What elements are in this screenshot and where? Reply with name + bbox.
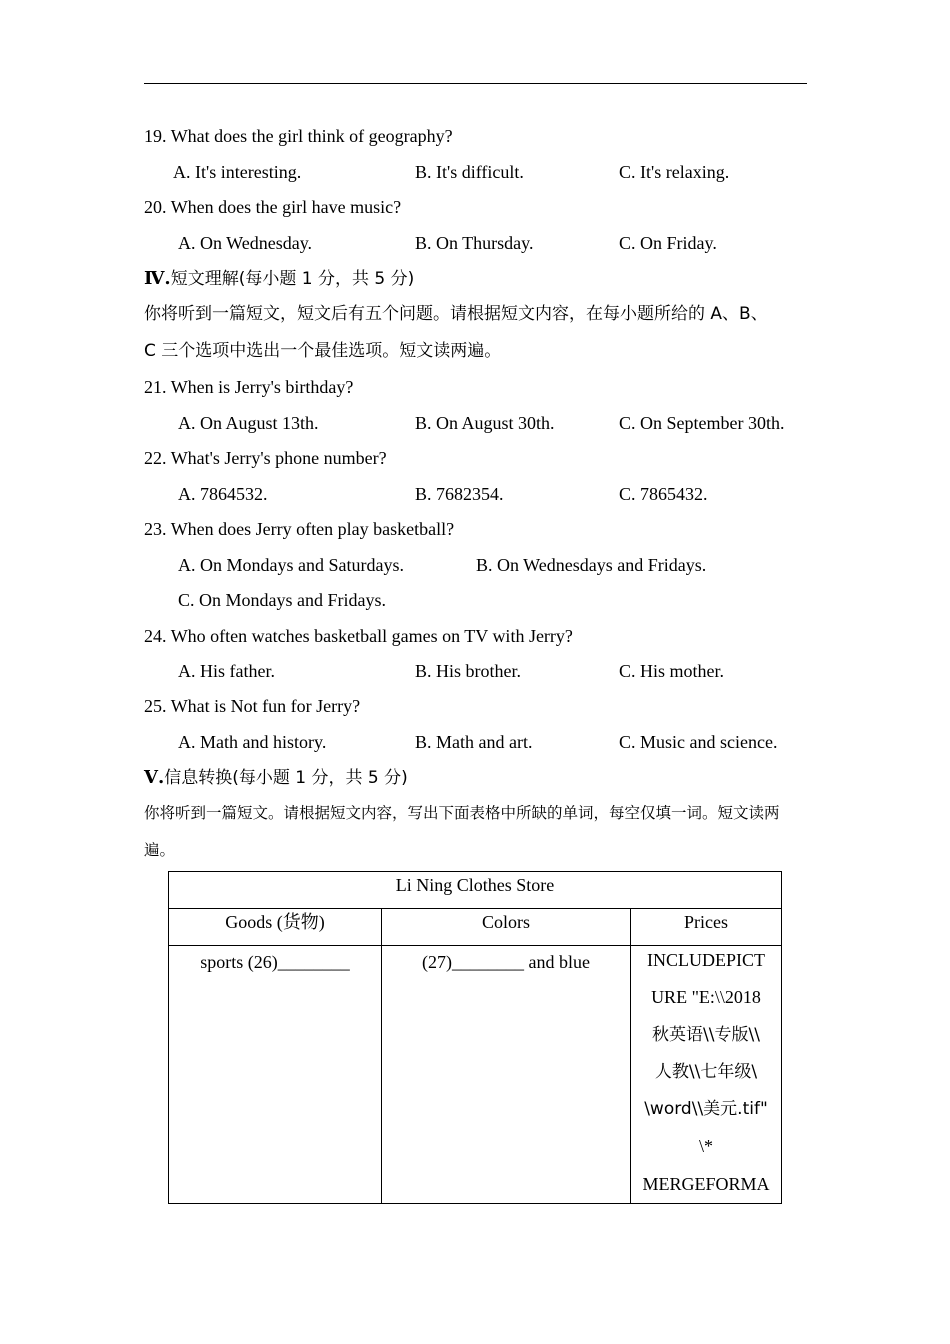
question-22 — [144, 446, 387, 470]
option-c: C. Music and science. — [619, 732, 778, 752]
section-numeral: Ⅴ. — [144, 767, 165, 788]
header-goods: Goods (货物) — [169, 909, 382, 946]
colors-blank-27: (27)________ and blue — [422, 952, 590, 972]
question-25 — [144, 694, 360, 718]
price-line: INCLUDEPICT — [647, 950, 765, 970]
price-line: \word\\美元.tif" — [644, 1099, 768, 1120]
option-c: C. On September 30th. — [619, 413, 785, 433]
question-number: 24. — [144, 626, 167, 646]
option-a: A. On Mondays and Saturdays. — [178, 555, 404, 575]
option-c: C. It's relaxing. — [619, 162, 730, 182]
section-title: 信息转换(每小题 1 分，共 5 分) — [164, 768, 408, 788]
question-text: When is Jerry's birthday? — [170, 377, 354, 397]
question-text: When does Jerry often play basketball? — [170, 519, 455, 539]
price-line: MERGEFORMA — [642, 1173, 770, 1194]
cell-prices — [631, 946, 782, 1204]
section-4-instruction-line-1: 你将听到一篇短文，短文后有五个问题。请根据短文内容，在每小题所给的 A、B、 — [144, 304, 768, 324]
section-5-heading — [144, 765, 408, 790]
cell-goods — [169, 946, 382, 1204]
option-b: B. It's difficult. — [415, 162, 524, 182]
price-line: \* — [698, 1136, 713, 1157]
price-field-code — [631, 942, 781, 1203]
section-numeral: Ⅳ. — [144, 268, 171, 289]
option-a: A. It's interesting. — [173, 162, 302, 182]
clothes-store-table — [168, 871, 782, 1204]
question-24 — [144, 624, 573, 648]
question-23 — [144, 517, 454, 541]
option-c: C. On Friday. — [619, 233, 717, 253]
option-b: B. On Thursday. — [415, 233, 534, 253]
section-title: 短文理解(每小题 1 分，共 5 分) — [170, 269, 415, 289]
question-text: What's Jerry's phone number? — [170, 448, 387, 468]
section-5-instruction-line-2: 遍。 — [144, 841, 176, 859]
header-rule — [144, 83, 807, 84]
price-line: 秋英语\\专版\\ — [652, 1024, 760, 1045]
goods-blank-26: sports (26)________ — [200, 952, 350, 972]
price-line: 人教\\七年级\ — [654, 1061, 758, 1082]
option-a: A. His father. — [178, 661, 275, 681]
question-text: What does the girl think of geography? — [170, 126, 453, 146]
section-4-instruction-line-2: C 三个选项中选出一个最佳选项。短文读两遍。 — [144, 341, 502, 361]
question-number: 25. — [144, 696, 167, 716]
option-c: C. 7865432. — [619, 484, 708, 504]
question-number: 19. — [144, 126, 167, 146]
question-19 — [144, 124, 453, 148]
option-b: B. On Wednesdays and Fridays. — [476, 555, 707, 575]
option-b: B. On August 30th. — [415, 413, 555, 433]
question-20 — [144, 195, 401, 219]
table-title: Li Ning Clothes Store — [169, 872, 782, 909]
header-colors: Colors — [382, 909, 631, 946]
question-text: What is Not fun for Jerry? — [170, 696, 361, 716]
option-b: B. His brother. — [415, 661, 521, 681]
question-21 — [144, 375, 353, 399]
option-a: A. 7864532. — [178, 484, 268, 504]
price-line: URE "E:\\2018 — [651, 987, 761, 1008]
section-4-heading — [144, 266, 414, 291]
section-5-instruction-line-1: 你将听到一篇短文。请根据短文内容，写出下面表格中所缺的单词，每空仅填一词。短文读两 — [144, 804, 780, 822]
question-number: 23. — [144, 519, 167, 539]
option-a: A. On August 13th. — [178, 413, 319, 433]
header-prices: Prices — [631, 909, 782, 946]
question-number: 21. — [144, 377, 167, 397]
cell-colors — [382, 946, 631, 1204]
question-text: Who often watches basketball games on TV with Jerry? — [170, 626, 573, 646]
question-number: 22. — [144, 448, 167, 468]
option-b: B. Math and art. — [415, 732, 533, 752]
option-a: A. On Wednesday. — [178, 233, 313, 253]
option-a: A. Math and history. — [178, 732, 327, 752]
option-b: B. 7682354. — [415, 484, 504, 504]
question-number: 20. — [144, 197, 167, 217]
option-c: C. His mother. — [619, 661, 725, 681]
option-c: C. On Mondays and Fridays. — [178, 590, 386, 610]
question-text: When does the girl have music? — [170, 197, 402, 217]
